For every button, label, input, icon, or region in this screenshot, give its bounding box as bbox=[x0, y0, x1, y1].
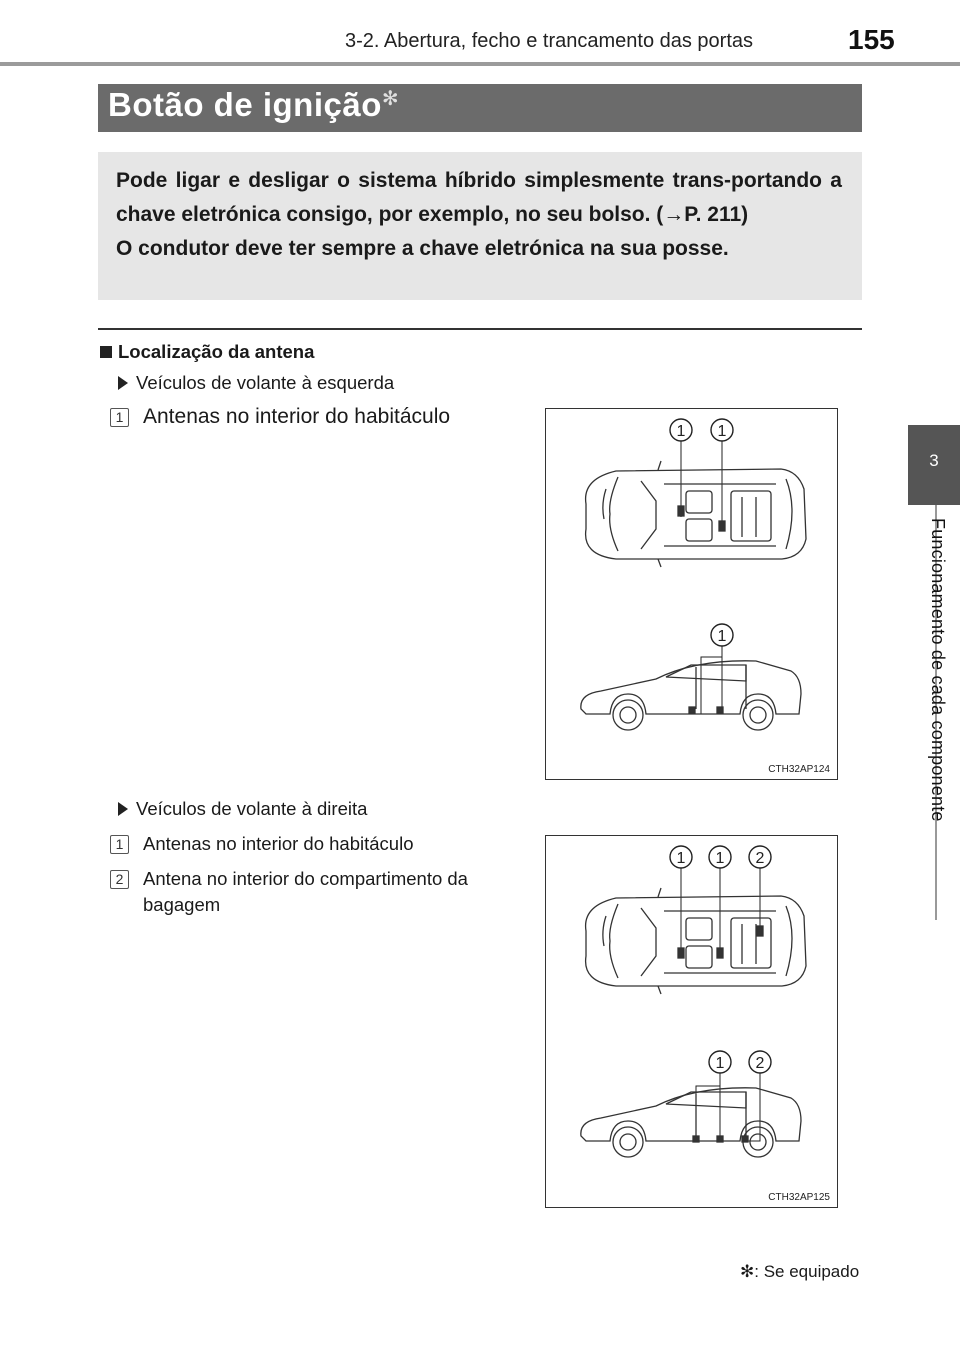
rhd-top-callout-2 bbox=[709, 846, 731, 868]
rhd-top-callout-2-label: 1 bbox=[715, 850, 725, 867]
lhd-car-diagram bbox=[546, 409, 837, 779]
lhd-top-callout-2 bbox=[711, 419, 733, 441]
intro-text bbox=[116, 164, 842, 266]
lhd-antenna-figure bbox=[545, 408, 838, 780]
section-title-band bbox=[98, 84, 862, 132]
lhd-top-view-car bbox=[586, 461, 806, 567]
rhd-subheading-text: Veículos de volante à direita bbox=[136, 798, 368, 819]
equipped-mark-icon: ✻ bbox=[740, 1262, 755, 1281]
lhd-figure-code: CTH32AP124 bbox=[768, 764, 830, 775]
rhd-item-2-text: Antena no interior do compartimento da bagagem bbox=[143, 868, 468, 915]
footnote-text: : Se equipado bbox=[754, 1262, 860, 1281]
callout-number-1: 1 bbox=[110, 835, 129, 854]
page-reference-link[interactable]: →P. 211) bbox=[663, 203, 749, 226]
chapter-label: Funcionamento de cada componente bbox=[928, 518, 948, 822]
section-title bbox=[108, 86, 399, 124]
subsection-heading bbox=[100, 341, 314, 363]
rhd-antenna-figure bbox=[545, 835, 838, 1208]
rhd-top-callout-3 bbox=[749, 846, 771, 868]
square-bullet-icon bbox=[100, 346, 112, 358]
rhd-side-callout-1 bbox=[709, 1051, 731, 1073]
triangle-bullet-icon bbox=[118, 802, 128, 816]
rhd-top-view-car bbox=[586, 888, 806, 994]
rhd-subheading bbox=[118, 798, 367, 820]
section-rule bbox=[98, 328, 862, 330]
page-number: 155 bbox=[848, 24, 895, 55]
rhd-item-1-text: Antenas no interior do habitáculo bbox=[143, 833, 414, 854]
lhd-side-view-car bbox=[581, 661, 801, 730]
lhd-side-callout-1 bbox=[711, 624, 733, 646]
rhd-side-callout-2 bbox=[749, 1051, 771, 1073]
rhd-side-callout-1-label: 1 bbox=[715, 1055, 725, 1072]
rhd-top-callout-3-label: 2 bbox=[755, 850, 765, 867]
subsection-heading-text: Localização da antena bbox=[118, 341, 315, 362]
rhd-car-diagram bbox=[546, 836, 837, 1207]
rhd-item-1 bbox=[110, 831, 414, 857]
equipped-mark-icon: ✻ bbox=[381, 88, 400, 110]
lhd-subheading bbox=[118, 372, 394, 394]
triangle-bullet-icon bbox=[118, 376, 128, 390]
rhd-item-2 bbox=[110, 866, 530, 918]
lhd-top-callout-1-label: 1 bbox=[676, 423, 686, 440]
lhd-item-1 bbox=[110, 405, 450, 429]
footnote bbox=[740, 1262, 859, 1282]
lhd-subheading-text: Veículos de volante à esquerda bbox=[136, 372, 395, 393]
rhd-side-view-car bbox=[581, 1088, 801, 1157]
section-title-text: Botão de ignição bbox=[108, 86, 382, 123]
lhd-side-callout-1-label: 1 bbox=[717, 628, 727, 645]
lhd-top-callout-1 bbox=[670, 419, 692, 441]
intro-text-part1: Pode ligar e desligar o sistema híbrido simplesmente trans-portando a chave eletrónica consigo, por exemplo, no seu bolso. ( bbox=[116, 169, 842, 226]
running-header: 3-2. Abertura, fecho e trancamento das portas bbox=[345, 30, 754, 52]
rhd-side-callout-2-label: 2 bbox=[755, 1055, 765, 1072]
chapter-number: 3 bbox=[929, 451, 939, 470]
callout-number-2: 2 bbox=[110, 870, 129, 889]
intro-box bbox=[98, 152, 862, 300]
header-rule bbox=[0, 62, 960, 66]
intro-text-part2: O condutor deve ter sempre a chave eletrónica na sua posse. bbox=[116, 237, 729, 260]
chapter-tab bbox=[908, 425, 960, 505]
rhd-figure-code: CTH32AP125 bbox=[768, 1192, 830, 1203]
lhd-item-1-text: Antenas no interior do habitáculo bbox=[143, 405, 451, 428]
lhd-top-callout-2-label: 1 bbox=[717, 423, 727, 440]
callout-number-1: 1 bbox=[110, 408, 129, 427]
rhd-top-callout-1 bbox=[670, 846, 692, 868]
rhd-top-callout-1-label: 1 bbox=[676, 850, 686, 867]
